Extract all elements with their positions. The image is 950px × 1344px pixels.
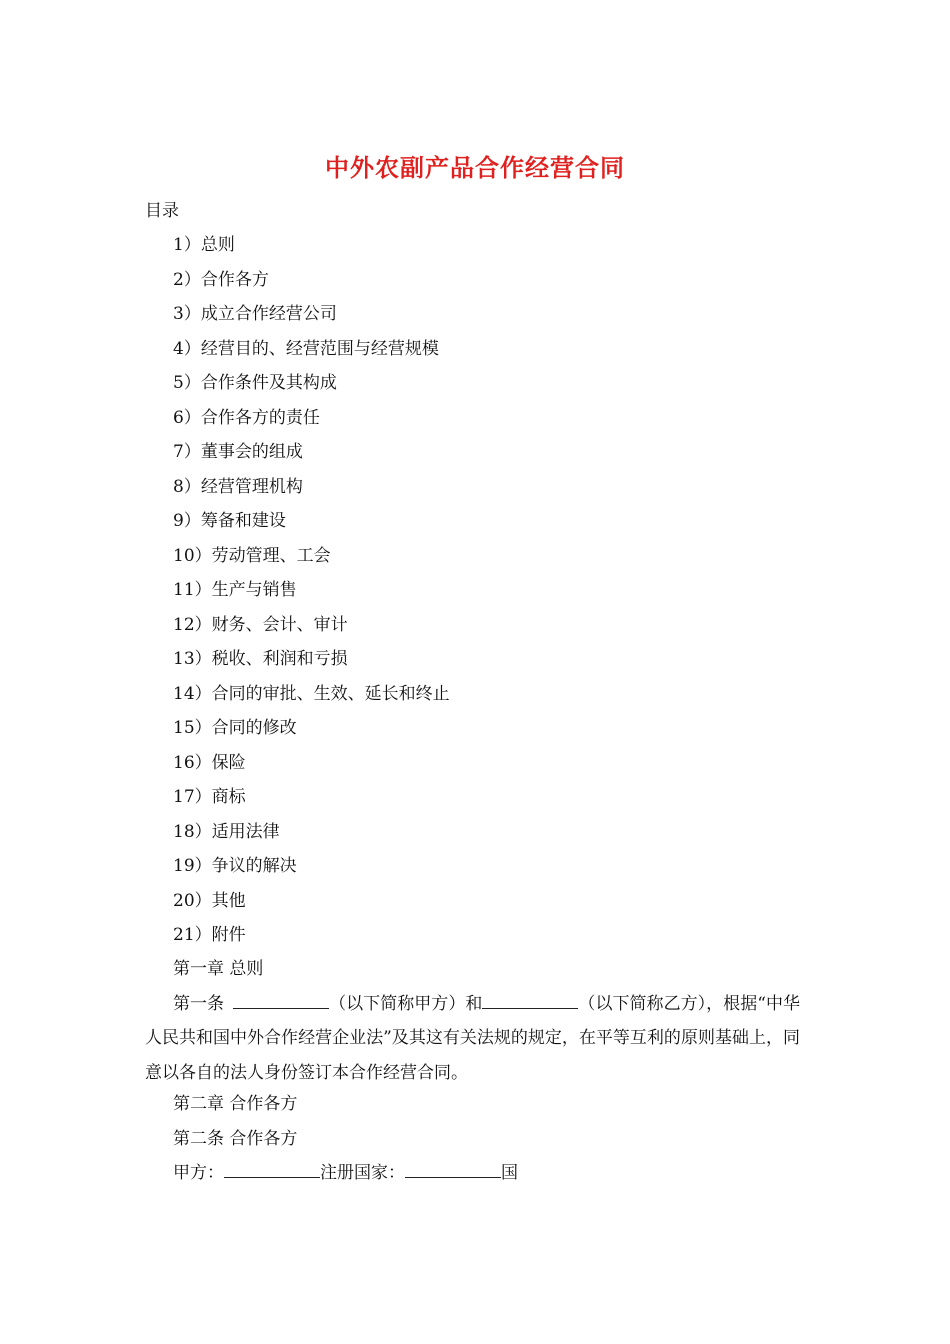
article-number: 第一条 bbox=[173, 993, 225, 1014]
toc-item: 8）经营管理机构 bbox=[173, 476, 303, 497]
article-1-paragraph bbox=[145, 987, 800, 1091]
toc-item: 20）其他 bbox=[173, 890, 246, 911]
toc-item: 18）适用法律 bbox=[173, 821, 280, 842]
toc-item: 1）总则 bbox=[173, 235, 235, 255]
country-label: 注册国家： bbox=[320, 1163, 405, 1183]
article-text: （以下简称乙方），根据“中华人民共和国中外合作经营企业法”及其这有关法规的规定，在平等互利的原则基础上，同意以各自的法人身份签订本合作经营合同。 bbox=[145, 993, 800, 1083]
toc-item: 11）生产与销售 bbox=[173, 580, 297, 600]
toc-item: 21）附件 bbox=[173, 925, 246, 945]
toc-item: 6）合作各方的责任 bbox=[173, 407, 320, 428]
blank-line bbox=[405, 1161, 501, 1178]
toc-item: 2）合作各方 bbox=[173, 269, 269, 290]
toc-item: 10）劳动管理、工会 bbox=[173, 545, 331, 566]
toc-item: 16）保险 bbox=[173, 752, 246, 773]
chapter-heading: 第二章 合作各方 bbox=[173, 1094, 298, 1114]
toc-item: 19）争议的解决 bbox=[173, 856, 297, 876]
toc-item: 17）商标 bbox=[173, 787, 246, 807]
chapter-heading: 第一章 总则 bbox=[173, 959, 264, 979]
toc-item: 3）成立合作经营公司 bbox=[173, 304, 337, 324]
toc-item: 4）经营目的、经营范围与经营规模 bbox=[173, 338, 439, 359]
party-a-line bbox=[145, 1159, 800, 1194]
toc-item: 12）财务、会计、审计 bbox=[173, 614, 348, 635]
toc-item: 14）合同的审批、生效、延长和终止 bbox=[173, 683, 450, 704]
blank-line bbox=[482, 992, 578, 1009]
table-of-contents bbox=[173, 231, 450, 956]
toc-item: 9）筹备和建设 bbox=[173, 511, 286, 531]
blank-line bbox=[224, 1161, 320, 1178]
blank-line bbox=[233, 992, 329, 1009]
toc-item: 13）税收、利润和亏损 bbox=[173, 649, 348, 669]
toc-heading: 目录 bbox=[145, 201, 179, 221]
contract-body bbox=[145, 955, 800, 1194]
article-text: （以下简称甲方）和 bbox=[329, 993, 483, 1014]
document-title: 中外农副产品合作经营合同 bbox=[325, 153, 625, 182]
toc-item: 7）董事会的组成 bbox=[173, 442, 303, 462]
party-a-label: 甲方： bbox=[173, 1163, 224, 1183]
country-suffix: 国 bbox=[501, 1163, 518, 1183]
toc-item: 5）合作条件及其构成 bbox=[173, 373, 337, 393]
article-heading: 第二条 合作各方 bbox=[173, 1128, 298, 1149]
toc-item: 15）合同的修改 bbox=[173, 718, 297, 738]
